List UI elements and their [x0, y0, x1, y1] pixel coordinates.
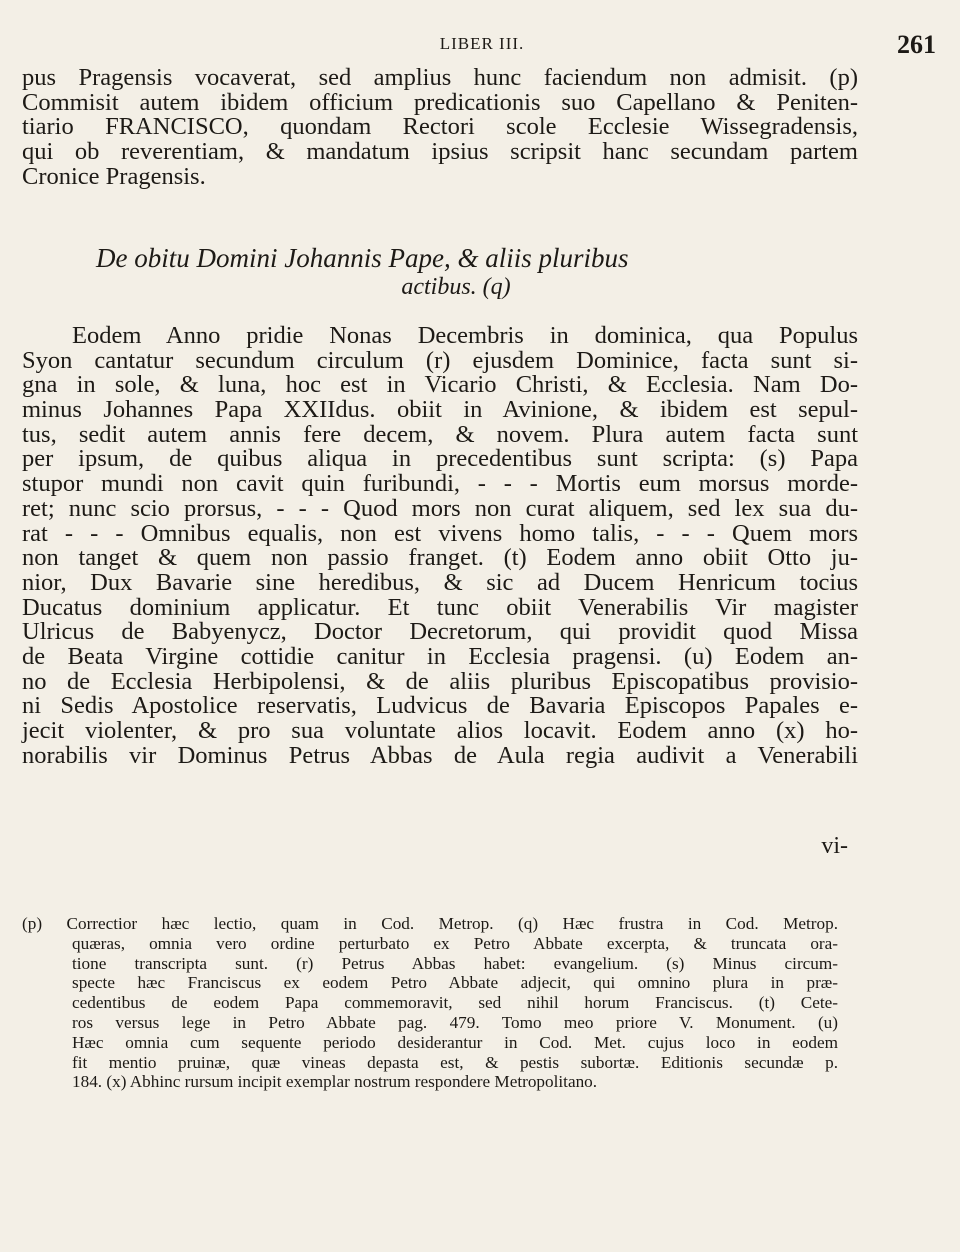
text-line: per ipsum, de quibus aliqua in precedentibus sunt scripta: (s) Papa — [22, 445, 858, 473]
text-line: tiario FRANCISCO, quondam Rectori scole Ecclesie Wissegradensis, — [22, 113, 858, 141]
footnote-line: cedentibus de eodem Papa commemoravit, sed nihil horum Franciscus. (t) Cete- — [72, 993, 838, 1013]
text-line: jecit violenter, & pro sua voluntate alios locavit. Eodem anno (x) ho- — [22, 717, 858, 744]
text-line: Syon cantatur secundum circulum (r) ejusdem Dominice, facta sunt si- — [22, 346, 858, 374]
heading-line-2: actibus. (q) — [401, 274, 511, 300]
text-line: no de Ecclesia Herbipolensi, & de aliis pluribus Episcopatibus provisio- — [22, 667, 858, 695]
text-line: Eodem Anno pridie Nonas Decembris in dominica, qua Populus — [72, 322, 858, 349]
section-heading — [96, 244, 816, 301]
text-line: ni Sedis Apostolice reservatis, Ludvicus de Bavaria Episcopos Papales e- — [22, 692, 858, 720]
text-line: non tanget & quem non passio franget. (t) Eodem anno obiit Otto ju- — [22, 544, 858, 572]
text-line: Commisit autem ibidem officium predicationis suo Capellano & Peniten- — [22, 88, 858, 116]
text-line: rat - - - Omnibus equalis, non est vivens homo talis, - - - Quem mors — [22, 519, 858, 547]
text-line: de Beata Virgine cottidie canitur in Ecclesia pragensi. (u) Eodem an- — [22, 642, 858, 670]
heading-line-1: De obitu Domini Johannis Pape, & aliis pluribus — [96, 243, 629, 273]
page-number: 261 — [897, 30, 936, 59]
footnote-line: 184. (x) Abhinc rursum incipit exemplar nostrum respondere Metropolitano. — [72, 1072, 598, 1092]
footnote-line: quæras, omnia vero ordine perturbato ex Petro Abbate excerpta, & truncata ora- — [72, 933, 838, 953]
paragraph-2 — [22, 324, 858, 768]
text-line: gna in sole, & luna, hoc est in Vicario Christi, & Ecclesia. Nam Do- — [22, 371, 858, 399]
text-line: tus, sedit autem annis fere decem, & novem. Plura autem facta sunt — [22, 420, 858, 448]
text-line: stupor mundi non cavit quin furibundi, - - - Mortis eum morsus morde- — [22, 470, 858, 498]
text-line: Ducatus dominium applicatur. Et tunc obiit Venerabilis Vir magister — [22, 593, 858, 621]
catchword: vi- — [821, 833, 848, 859]
footnote-line: ros versus lege in Petro Abbate pag. 479. Tomo meo priore V. Monument. (u) — [72, 1012, 838, 1032]
text-line: pus Pragensis vocaverat, sed amplius hunc faciendum non admisit. (p) — [22, 64, 858, 91]
text-line: norabilis vir Dominus Petrus Abbas de Aula regia audivit a Venerabili — [22, 741, 858, 769]
text-line: minus Johannes Papa XXIIdus. obiit in Avinione, & ibidem est sepul- — [22, 396, 858, 424]
text-line: ret; nunc scio prorsus, - - - Quod mors non curat aliquem, sed lex sua du- — [22, 494, 858, 522]
paragraph-1 — [22, 66, 858, 189]
text-line: nior, Dux Bavarie sine heredibus, & sic ad Ducem Henricum tocius — [22, 568, 858, 596]
footnotes — [22, 914, 838, 1092]
text-line: Cronice Pragensis. — [22, 162, 206, 190]
footnote-line: fit mentio pruinæ, quæ vineas depasta est, & pestis subortæ. Editionis secundæ p. — [72, 1052, 838, 1072]
footnote-line: Hæc omnia cum sequente periodo desiderantur in Cod. Met. cujus loco in eodem — [72, 1032, 838, 1052]
page-header — [22, 30, 942, 64]
running-head: LIBER III. — [439, 34, 525, 53]
text-line: Ulricus de Babyenycz, Doctor Decretorum, qui providit quod Missa — [22, 618, 858, 646]
text-line: qui ob reverentiam, & mandatum ipsius scripsit hanc secundam partem — [22, 138, 858, 166]
footnote-line: specte hæc Franciscus ex eodem Petro Abbate adjecit, qui omnino plura in præ- — [72, 973, 838, 993]
footnote-line: tione transcripta sunt. (r) Petrus Abbas habet: evangelium. (s) Minus circum- — [72, 953, 838, 973]
footnote-line: (p) Correctior hæc lectio, quam in Cod. Metrop. (q) Hæc frustra in Cod. Metrop. — [22, 914, 838, 933]
